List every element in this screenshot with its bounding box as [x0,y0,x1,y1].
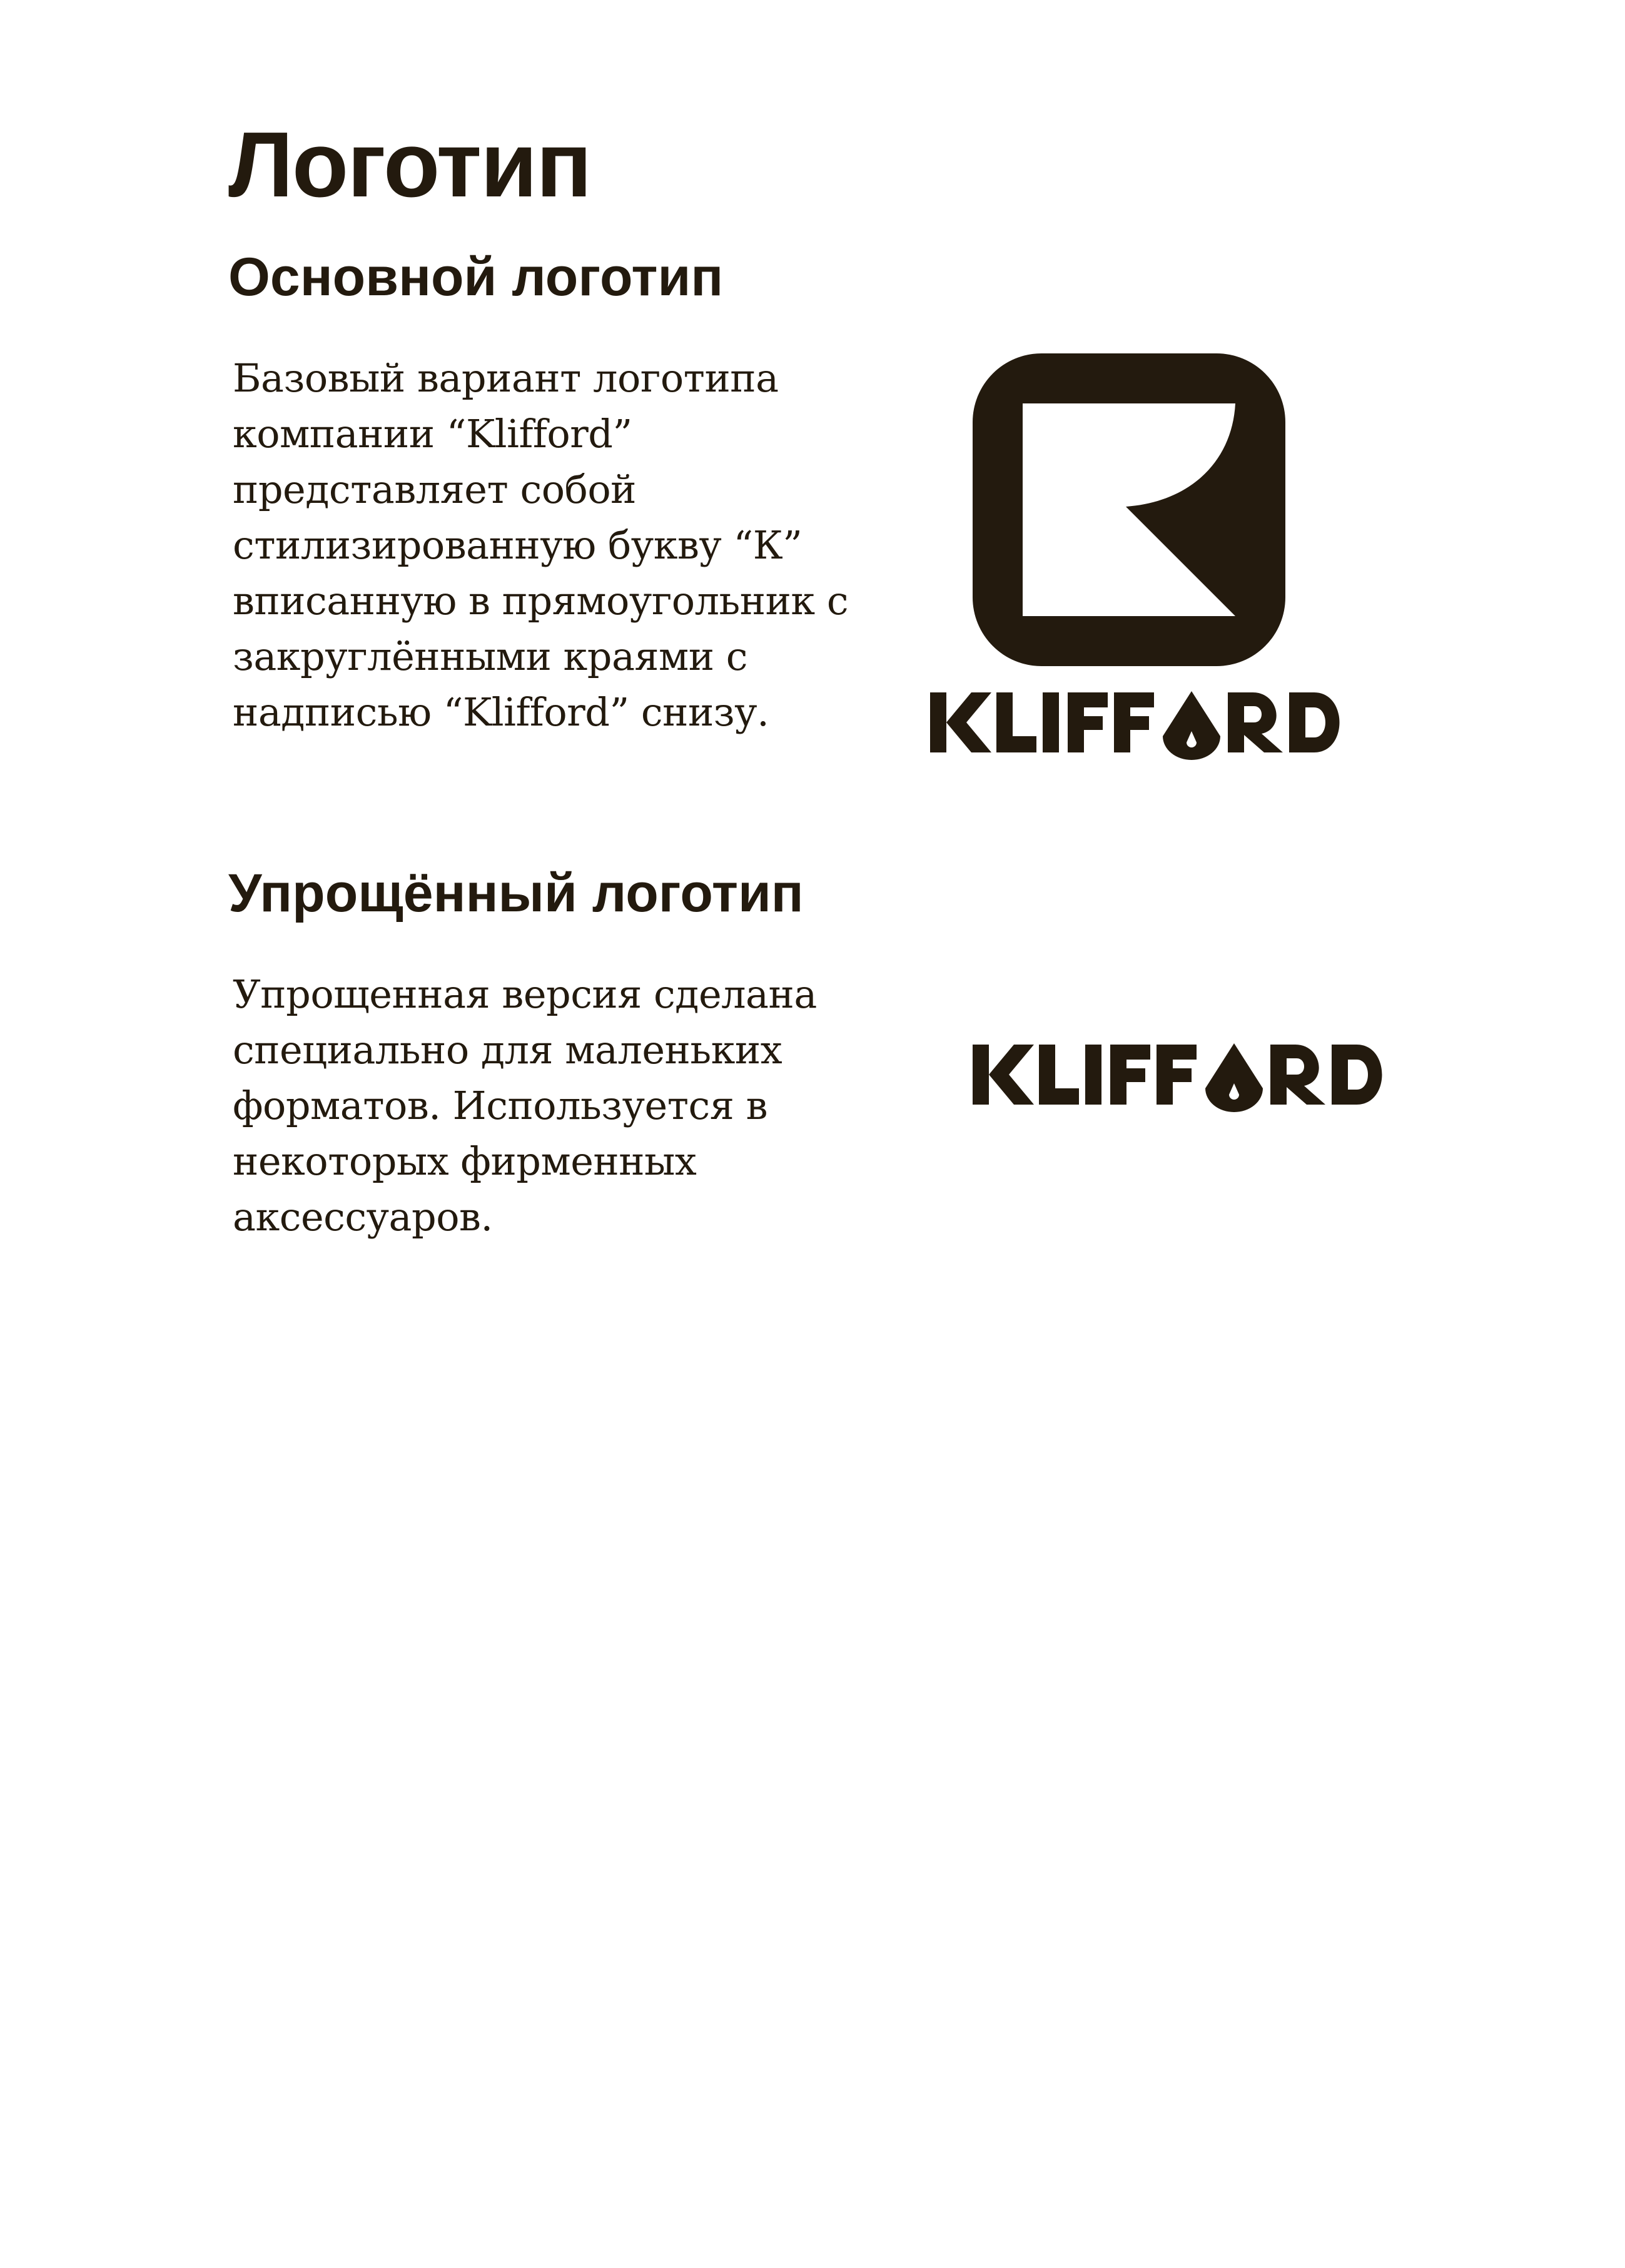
section-title-simplified-logo: Упрощённый логотип [228,863,804,923]
k-emblem-icon [973,353,1285,666]
klifford-wordmark [973,1043,1382,1112]
description-line: компании “Klifford” [233,411,632,457]
klifford-simplified-logo [973,1045,1379,1110]
klifford-wordmark [930,691,1340,760]
description-line: представляет собой [233,467,636,512]
description-line: стилизированную букву “К” [233,522,802,568]
description-line: вписанную в прямоугольник с [233,578,849,624]
description-line: некоторых фирменных [233,1138,697,1184]
simplified-logo-description [233,966,817,1245]
klifford-primary-logo [973,353,1379,766]
description-line: Упрощенная версия сделана [233,971,817,1017]
description-line: закруглёнными краями с [233,634,748,679]
section-title-primary-logo: Основной логотип [228,247,724,307]
description-line: надписью “Klifford” снизу. [233,689,769,735]
page-title: Логотип [228,113,591,216]
description-line: форматов. Используется в [233,1083,768,1128]
description-line: специально для маленьких [233,1027,782,1073]
description-line: аксессуаров. [233,1194,493,1240]
description-line: Базовый вариант логотипа [233,355,779,401]
primary-logo-description [233,350,848,740]
